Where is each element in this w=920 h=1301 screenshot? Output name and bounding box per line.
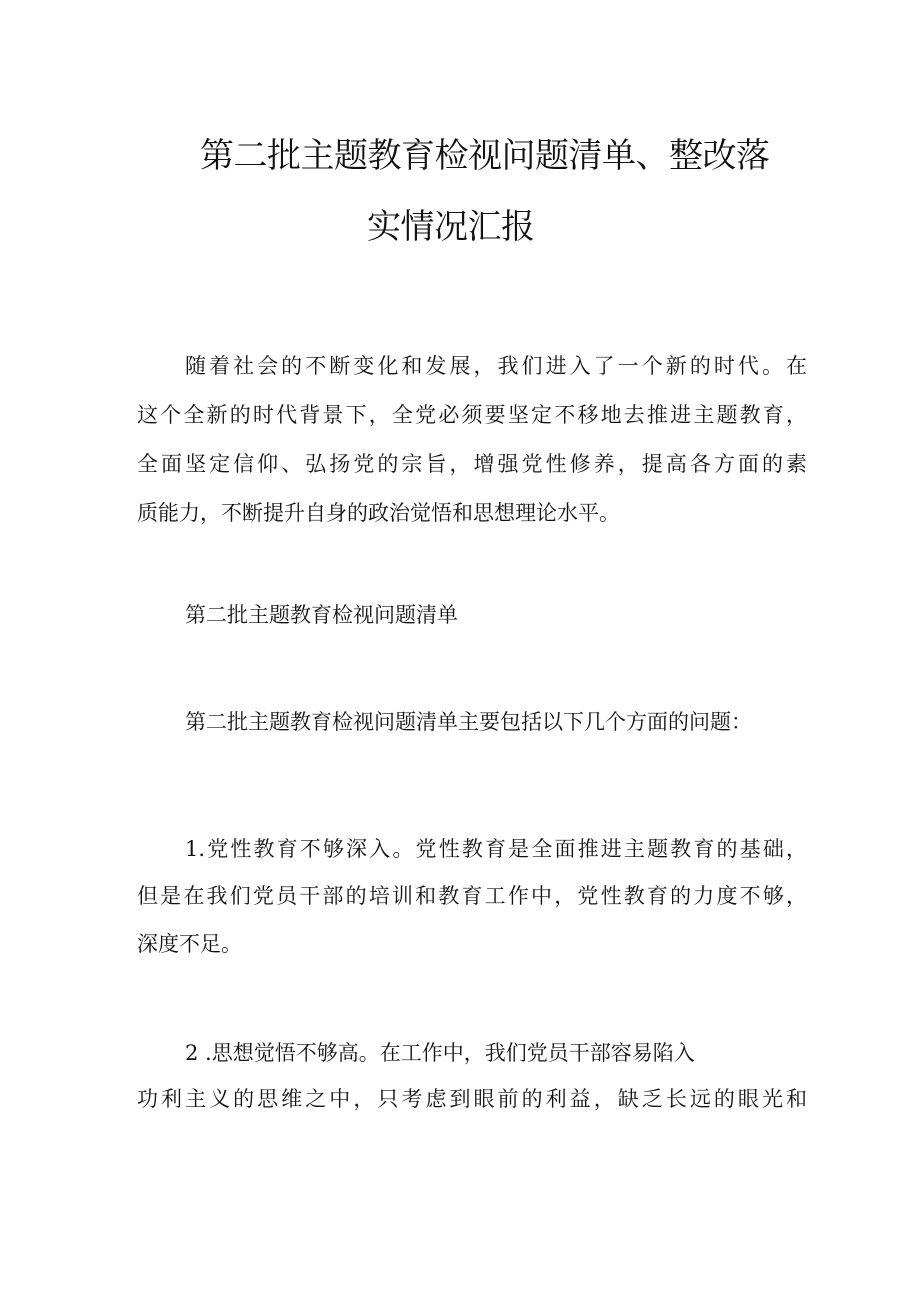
item-1-line-3: 深度不足。: [137, 932, 242, 956]
document-title-line-2: 实情况汇报: [367, 207, 535, 247]
item-2-line-1: 2 .思想觉悟不够高。在工作中，我们党员干部容易陷入: [185, 1041, 695, 1065]
intro-paragraph-line-4: 质能力，不断提升自身的政治觉悟和思想理论水平。: [137, 501, 620, 525]
intro-paragraph-line-2: 这个全新的时代背景下，全党必须要坚定不移地去推进主题教育，: [137, 403, 807, 427]
item-1-line-2: 但是在我们党员干部的培训和教育工作中，党性教育的力度不够，: [137, 884, 807, 908]
item-2-line-2: 功利主义的思维之中，只考虑到眼前的利益，缺乏长远的眼光和: [137, 1087, 807, 1111]
section-intro: 第二批主题教育检视问题清单主要包括以下几个方面的问题：: [185, 710, 752, 734]
intro-paragraph-line-3: 全面坚定信仰、弘扬党的宗旨，增强党性修养，提高各方面的素: [137, 452, 807, 476]
item-1-line-1: 1.党性教育不够深入。党性教育是全面推进主题教育的基础，: [185, 837, 807, 861]
document-title-line-1: 第二批主题教育检视问题清单、整改落: [200, 136, 770, 176]
intro-paragraph-line-1: 随着社会的不断变化和发展，我们进入了一个新的时代。在: [185, 354, 807, 378]
section-heading: 第二批主题教育检视问题清单: [185, 603, 458, 627]
